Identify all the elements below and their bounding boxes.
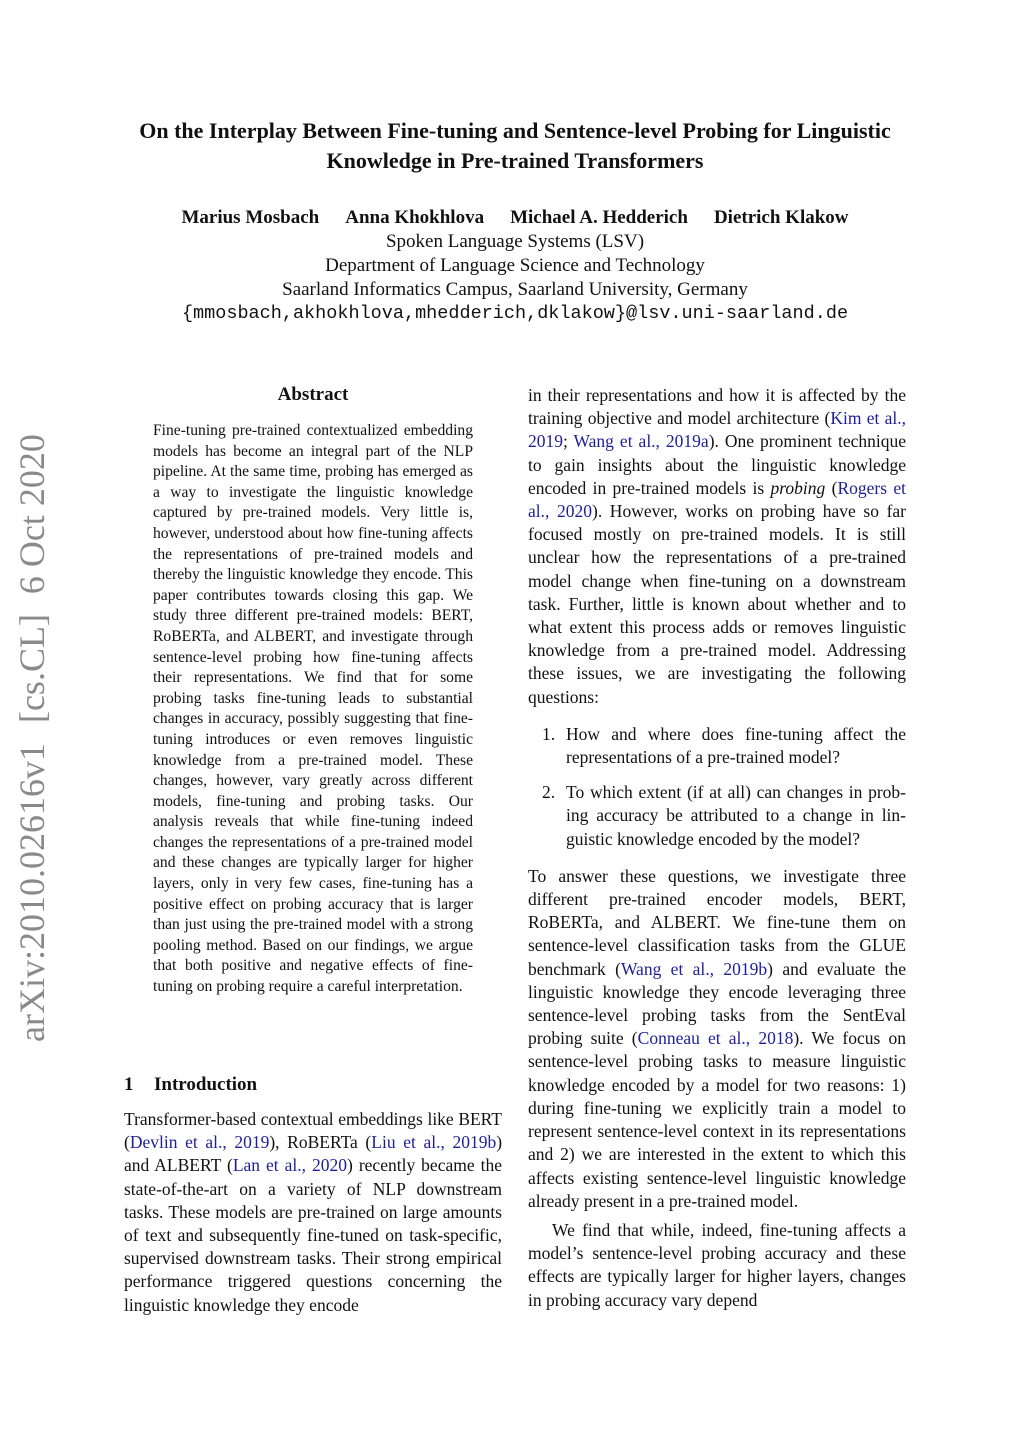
affiliation-lab: Spoken Language Systems (LSV): [385, 231, 645, 252]
affiliation-department: Department of Language Science and Technology: [325, 255, 705, 276]
section-title: Introduction: [154, 1074, 258, 1095]
affiliation-campus: Saarland Informatics Campus, Saarland University, Germany: [282, 279, 748, 300]
intro-paragraph-1-start: Transformer-based contextual embeddings like BERT (Devlin et al., 2019), RoBERTa (Liu et al., 2019b) and ALBERT (Lan et al., 2020) recently became the state-of-the-art on a variety of NLP downstream tasks. These models are pre-trained on large amounts of text and subsequently fine-tuned on task-specific, supervised downstream tasks. Their strong empirical performance triggered questions concerning the linguistic knowledge they encode: [124, 1109, 503, 1315]
introduction-left-column: [124, 1108, 502, 1317]
citation-link[interactable]: Rogers et al., 2020: [528, 477, 906, 522]
intro-paragraph-2: To answer these questions, we investigate three different pre-trained encoder models, BERT, RoBERTa, and ALBERT. We fine-tune them on sentence-level classification tasks from the GLUE benchmark (Wang et al., 2019b) and evaluate the linguistic knowledge they encode leveraging three sentence-level probing tasks from the SentEval probing suite (Conneau et al., 2018). We focus on sentence-level probing tasks to measure linguistic knowledge encoded by a model for two reasons: 1) during fine-tuning we explicitly train a model to represent sentence-level context in its representations and 2) we are interested in the extent to which this affects existing sentence-level linguistic knowledge already present in a pre-trained model.: [528, 865, 906, 1211]
list-item: 2. To which extent (if at all) can changes in probing accuracy be attributed to a change in linguistic knowledge encoded by the model?: [542, 782, 906, 849]
abstract-body: [153, 421, 473, 998]
research-questions-list: [528, 723, 906, 851]
citation-link[interactable]: Conneau et al., 2018: [637, 1028, 794, 1049]
author-name: Michael A. Hedderich: [510, 207, 688, 228]
author-name: Anna Khokhlova: [345, 207, 485, 228]
paper-title: On the Interplay Between Fine-tuning and Sentence-level Probing for Linguistic Knowledge in Pre-trained Transformers: [139, 118, 891, 173]
affiliation-block: [80, 230, 950, 326]
arxiv-id: arXiv:2010.02616v1: [12, 743, 52, 1042]
intro-paragraph-3: We find that while, indeed, fine-tuning affects a model’s sentence-level probing accuracy and these effects are typically larger for higher layers, changes in probing accuracy vary depend: [528, 1219, 906, 1310]
section-number: 1: [124, 1074, 134, 1095]
citation-link[interactable]: Lan et al., 2020: [232, 1155, 348, 1176]
introduction-right-column: [528, 384, 906, 1312]
list-item: 1. How and where does fine-tuning affect the representations of a pre-trained model?: [542, 723, 906, 768]
citation-link[interactable]: Wang et al., 2019b: [620, 958, 768, 979]
section-heading-introduction: [124, 1073, 257, 1097]
author-name: Dietrich Klakow: [713, 207, 849, 228]
intro-paragraph-1-continued: in their representations and how it is affected by the training objective and model architecture (Kim et al., 2019; Wang et al., 2019a). One prominent technique to gain insights about the linguistic knowledge encoded in pre-trained models is probing (Rogers et al., 2020). However, works on probing have so far focused mostly on pre-trained models. It is still unclear how the representations of a pre-trained model change when fine-tuning on a downstream task. Further, little is known about whether and to what extent this process adds or removes linguistic knowledge from a pre-trained model. Addressing these issues, we are investigating the following questions:: [528, 385, 907, 707]
citation-link[interactable]: Kim et al., 2019: [528, 408, 907, 452]
arxiv-date: 6 Oct 2020: [12, 434, 52, 595]
citation-link[interactable]: Liu et al., 2019b: [371, 1132, 497, 1153]
arxiv-category: [cs.CL]: [12, 614, 52, 724]
author-name: Marius Mosbach: [181, 207, 320, 228]
author-list: [80, 205, 950, 231]
arxiv-identifier-stamp: [10, 434, 54, 1042]
abstract-text: Fine-tuning pre-trained contextualized embedding models has become an integral part of the NLP pipeline. At the same time, probing has emerged as a way to investigate the linguistic knowledge captured by pre-trained models. Very little is, however, understood about how fine-tuning affects the representations of pre-trained models and thereby the linguistic knowledge they encode. This paper contributes towards closing this gap. We study three different pre-trained models: BERT, RoBERTa, and ALBERT, and investigate through sentence-level probing how fine-tuning affects their representations. We find that for some probing tasks fine-tuning leads to substantial changes in accuracy, possibly suggesting that fine-tuning introduces or even removes linguistic knowledge from a pre-trained model. These changes, however, vary greatly across different models, fine-tuning and probing tasks. Our analysis reveals that while fine-tuning indeed changes the representations of a pre-trained model and these changes are typically larger for higher layers, only in very few cases, fine-tuning has a positive effect on probing accuracy that is larger than just using the pre-trained model with a strong pooling method. Based on our findings, we argue that both positive and negative effects of fine-tuning on probing require a careful interpretation.: [153, 422, 473, 996]
citation-link[interactable]: Devlin et al., 2019: [129, 1132, 270, 1153]
emphasis-probing: probing: [770, 477, 826, 498]
abstract-heading: Abstract: [277, 384, 349, 405]
citation-link[interactable]: Wang et al., 2019a: [573, 431, 709, 452]
author-emails: {mmosbach,akhokhlova,mhedderich,dklakow}@lsv.uni-saarland.de: [181, 303, 849, 324]
